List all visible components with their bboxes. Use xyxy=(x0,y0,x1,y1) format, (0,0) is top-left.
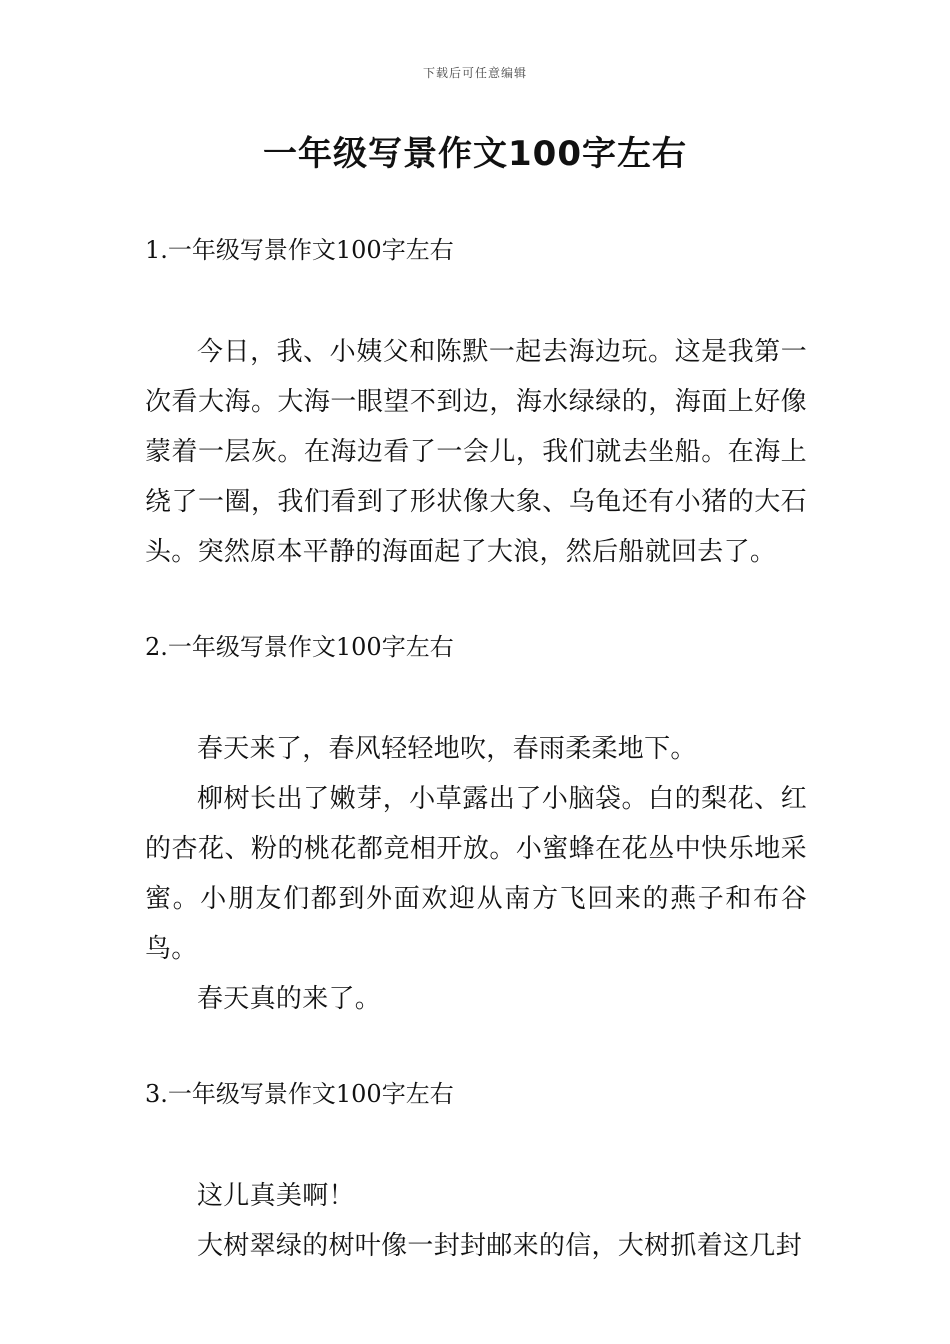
paragraph: 大树翠绿的树叶像一封封邮来的信，大树抓着这几封 xyxy=(197,1231,802,1261)
paragraph: 这儿真美啊！ xyxy=(197,1181,355,1211)
section-heading: 2.一年级写景作文100字左右 xyxy=(145,633,454,661)
section-3 xyxy=(145,1072,807,1271)
section-2 xyxy=(145,625,807,1024)
paragraph: 柳树长出了嫩芽，小草露出了小脑袋。白的梨花、红的杏花、粉的桃花都竞相开放。小蜜蜂在花丛中快乐地采蜜。小朋友们都到外面欢迎从南方飞回来的燕子和布谷鸟。 xyxy=(145,784,807,964)
document-body xyxy=(145,228,807,1271)
header-note: 下载后可任意编辑 xyxy=(422,66,527,80)
section-heading: 1.一年级写景作文100字左右 xyxy=(145,236,454,264)
paragraph: 春天来了，春风轻轻地吹，春雨柔柔地下。 xyxy=(197,734,697,764)
document-title: 一年级写景作文100字左右 xyxy=(263,134,687,174)
section-heading: 3.一年级写景作文100字左右 xyxy=(145,1080,454,1108)
paragraph: 今日，我、小姨父和陈默一起去海边玩。这是我第一次看大海。大海一眼望不到边，海水绿绿的，海面上好像蒙着一层灰。在海边看了一会儿，我们就去坐船。在海上绕了一圈，我们看到了形状像大象、乌龟还有小猪的大石头。突然原本平静的海面起了大浪，然后船就回去了。 xyxy=(145,337,807,567)
paragraph: 春天真的来了。 xyxy=(197,984,382,1014)
section-1 xyxy=(145,228,807,577)
